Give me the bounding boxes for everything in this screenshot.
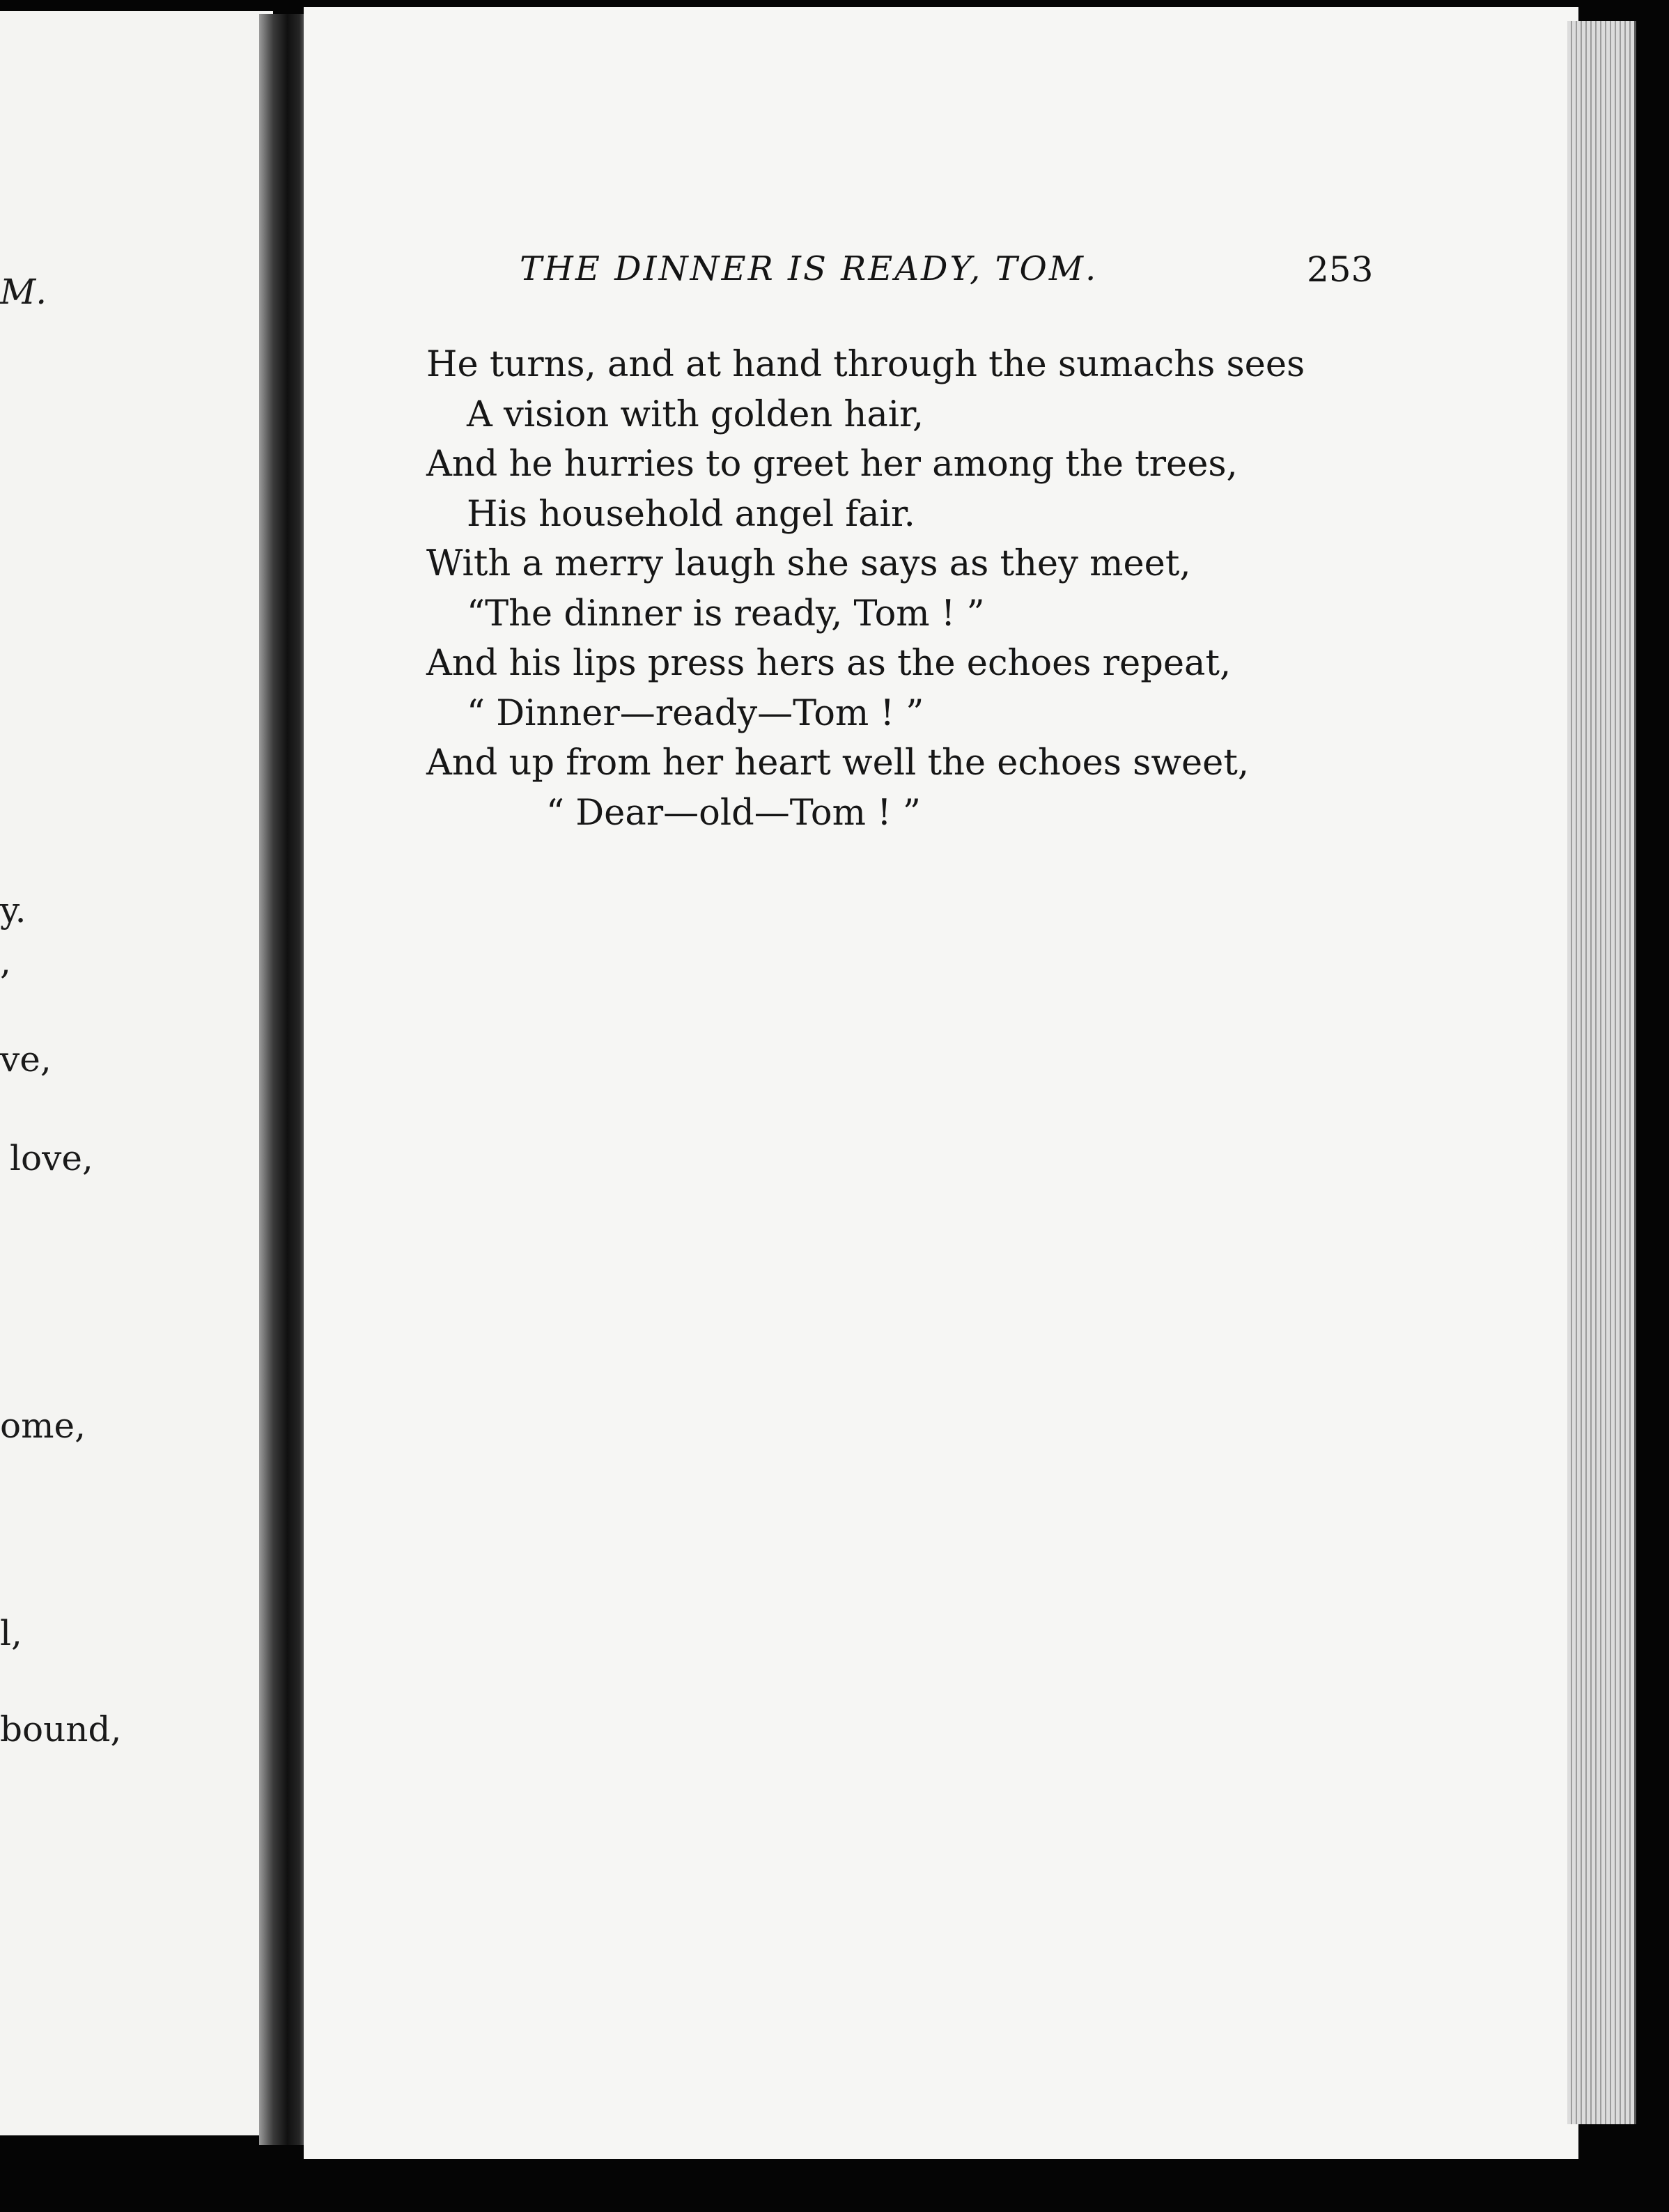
poem-line: “ Dinner—ready—Tom ! ” xyxy=(467,692,924,734)
poem-line: “ Dear—old—Tom ! ” xyxy=(546,792,921,834)
facing-page-text-fragment: , xyxy=(0,942,11,982)
poem-stanza xyxy=(426,340,1555,838)
poem-line: And his lips press hers as the echoes repeat, xyxy=(426,643,1232,684)
page xyxy=(304,7,1578,2159)
facing-page xyxy=(0,11,273,2135)
poem-line: He turns, and at hand through the sumachs sees xyxy=(426,344,1305,385)
poem-line: His household angel fair. xyxy=(467,493,915,535)
poem-line: “The dinner is ready, Tom ! ” xyxy=(467,593,985,634)
page-number: 253 xyxy=(1307,249,1374,290)
facing-page-text-fragment: y. xyxy=(0,890,26,930)
book-gutter xyxy=(259,14,306,2145)
poem-line: And up from her heart well the echoes sweet, xyxy=(426,742,1250,784)
poem-line: A vision with golden hair, xyxy=(467,394,924,435)
facing-page-text-fragment: l, xyxy=(0,1613,22,1653)
running-title: THE DINNER IS READY, TOM. xyxy=(520,249,1099,288)
facing-page-text-fragment: bound, xyxy=(0,1709,122,1750)
facing-page-text-fragment: ome, xyxy=(0,1405,86,1446)
poem-line: With a merry laugh she says as they meet, xyxy=(426,543,1191,584)
facing-page-header-fragment: M. xyxy=(0,272,47,312)
facing-page-text-fragment: love, xyxy=(10,1138,93,1178)
poem-line: And he hurries to greet her among the trees, xyxy=(426,444,1238,485)
page-edges xyxy=(1567,21,1636,2124)
facing-page-text-fragment: ve, xyxy=(0,1039,52,1080)
running-head xyxy=(304,249,1474,298)
